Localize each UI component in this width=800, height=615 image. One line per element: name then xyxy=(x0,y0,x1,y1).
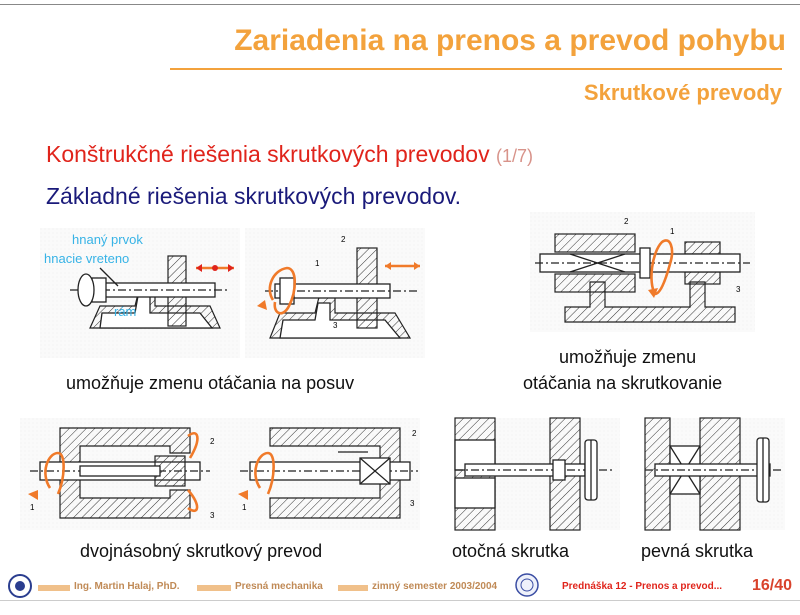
section-heading xyxy=(46,141,533,168)
label-driving-spindle: hnacie vreteno xyxy=(44,251,130,266)
part-number-2: 2 xyxy=(624,217,629,226)
footer-course: Presná mechanika xyxy=(235,581,323,592)
figure-fixed-screw xyxy=(645,418,785,530)
part-number-3: 3 xyxy=(410,499,415,508)
footer-bar-1 xyxy=(38,585,70,591)
part-number-3: 3 xyxy=(333,321,338,330)
university-seal-icon xyxy=(514,572,540,598)
caption-fixed-screw: pevná skrutka xyxy=(641,541,754,561)
part-number-1: 1 xyxy=(242,503,247,512)
label-driven-element: hnaný prvok xyxy=(72,232,143,247)
faculty-logo-icon xyxy=(6,573,34,599)
part-number-2: 2 xyxy=(341,235,346,244)
footer-bar-2 xyxy=(197,585,231,591)
section-subheading: Základné riešenia skrutkových prevodov. xyxy=(46,183,462,209)
caption-rotation-to-translation: umožňuje zmenu otáčania na posuv xyxy=(66,373,355,393)
figure-rotary-screw xyxy=(455,418,620,530)
footer-bar-3 xyxy=(338,585,368,591)
part-number-3: 3 xyxy=(210,511,215,520)
figure-double-screw-drive xyxy=(20,418,420,530)
slide-subtitle: Skrutkové prevody xyxy=(583,80,782,105)
part-number-1: 1 xyxy=(315,259,320,268)
figure-basic-screw-drive-motion xyxy=(245,228,425,358)
footer-semester: zimný semester 2003/2004 xyxy=(372,581,498,592)
slide-title: Zariadenia na prenos a prevod pohybu xyxy=(234,24,786,57)
part-number-3: 3 xyxy=(736,285,741,294)
footer-rule xyxy=(0,600,800,601)
label-frame: rám xyxy=(114,304,137,319)
caption-rotation-to-screwing-line1: umožňuje zmenu xyxy=(559,347,697,367)
footer-author: Ing. Martin Halaj, PhD. xyxy=(74,581,180,592)
part-number-2: 2 xyxy=(210,437,215,446)
footer-lecture: Prednáška 12 - Prenos a prevod... xyxy=(562,581,723,592)
part-number-1: 1 xyxy=(670,227,675,236)
section-heading-fraction: (1/7) xyxy=(496,146,534,166)
figure-basic-screw-drive xyxy=(40,228,240,358)
title-underline xyxy=(170,68,782,70)
top-rule xyxy=(0,4,800,5)
caption-rotary-screw: otočná skrutka xyxy=(452,541,570,561)
part-number-2: 2 xyxy=(412,429,417,438)
caption-rotation-to-screwing-line2: otáčania na skrutkovanie xyxy=(523,373,723,393)
part-number-1: 1 xyxy=(30,503,35,512)
caption-double-screw: dvojnásobný skrutkový prevod xyxy=(80,541,323,561)
figure-screwing-assembly xyxy=(530,212,755,332)
page-number: 16/40 xyxy=(752,577,793,594)
section-heading-text: Konštrukčné riešenia skrutkových prevodov xyxy=(46,141,490,167)
